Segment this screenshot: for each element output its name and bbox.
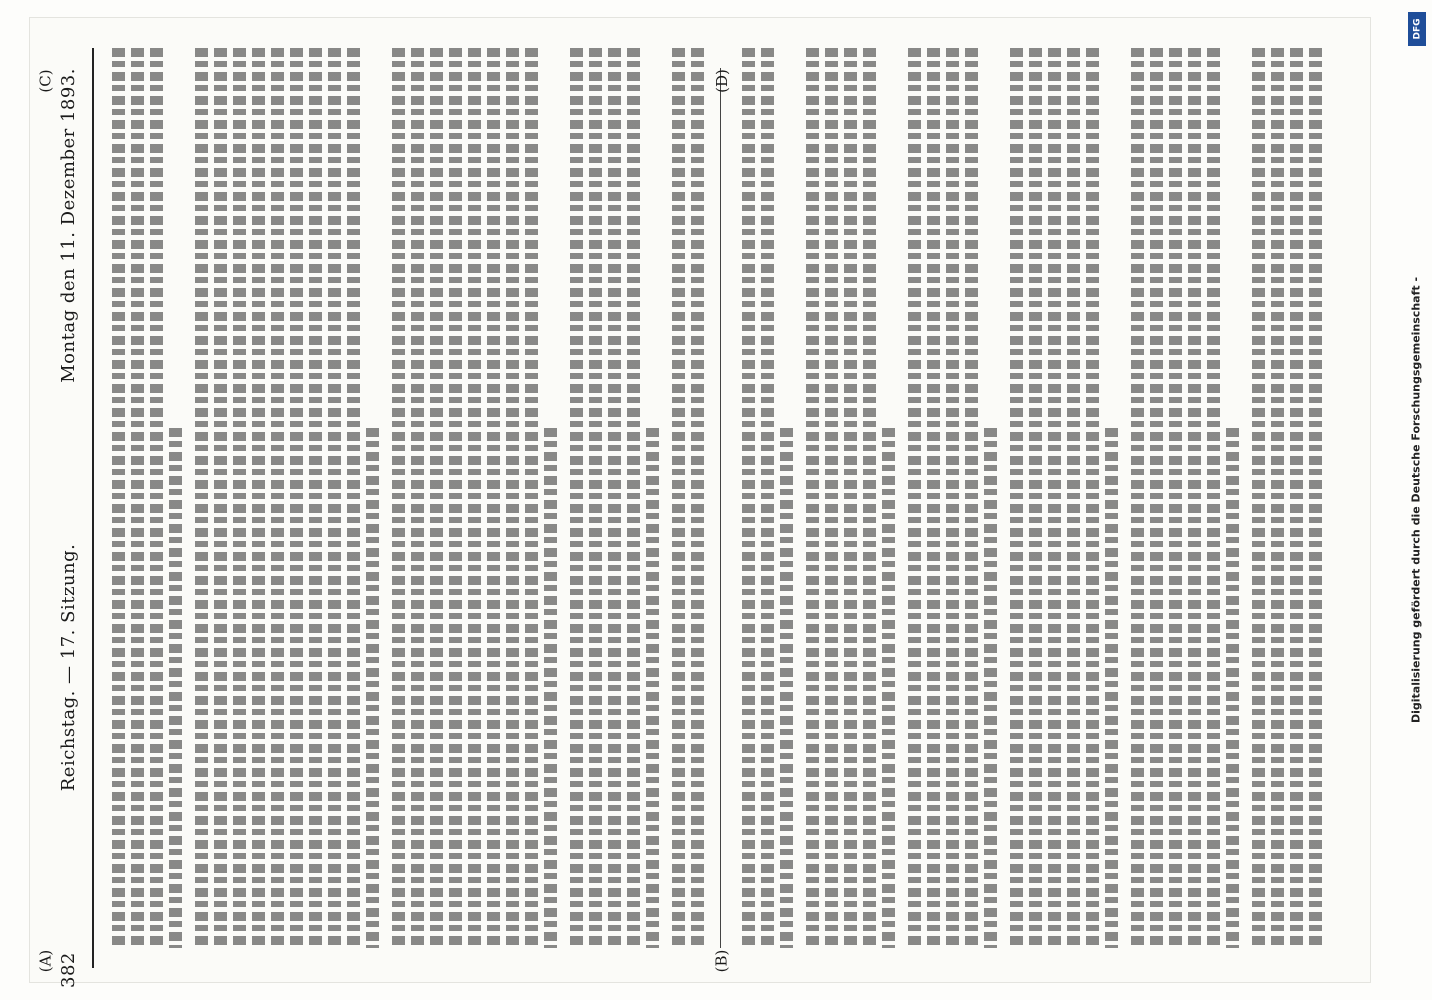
text-line-placeholder: [570, 48, 583, 948]
text-line-placeholder: [742, 48, 755, 948]
text-line-placeholder: [1048, 48, 1061, 948]
margin-marker-a: (A): [36, 949, 55, 973]
right-column: [736, 48, 1336, 968]
text-line-placeholder: [290, 48, 303, 948]
text-line-placeholder: [233, 48, 246, 948]
scanned-page: [30, 18, 1370, 988]
text-line-placeholder: [449, 48, 462, 948]
text-line-placeholder: [544, 428, 557, 948]
running-header: [50, 68, 86, 988]
text-line-placeholder: [627, 48, 640, 948]
text-line-placeholder: [468, 48, 481, 948]
text-line-placeholder: [608, 48, 621, 948]
text-line-placeholder: [908, 48, 921, 948]
text-line-placeholder: [1226, 428, 1239, 948]
text-line-placeholder: [1105, 428, 1118, 948]
text-line-placeholder: [1309, 48, 1322, 948]
text-line-placeholder: [965, 48, 978, 948]
header-left-title: Reichstag. — 17. Sitzung.: [57, 543, 79, 792]
text-line-placeholder: [844, 48, 857, 948]
header-right-title: Montag den 11. Dezember 1893.: [57, 68, 79, 383]
text-line-placeholder: [1067, 48, 1080, 948]
text-line-placeholder: [927, 48, 940, 948]
text-line-placeholder: [214, 48, 227, 948]
margin-marker-c: (C): [36, 69, 55, 93]
margin-marker-d: (D): [712, 69, 731, 93]
text-line-placeholder: [487, 48, 500, 948]
text-line-placeholder: [309, 48, 322, 948]
text-line-placeholder: [825, 48, 838, 948]
text-line-placeholder: [1086, 48, 1099, 948]
text-line-placeholder: [271, 48, 284, 948]
text-line-placeholder: [1207, 48, 1220, 948]
text-line-placeholder: [131, 48, 144, 948]
text-line-placeholder: [1271, 48, 1284, 948]
text-line-placeholder: [589, 48, 602, 948]
text-line-placeholder: [1010, 48, 1023, 948]
text-columns: [106, 48, 1346, 968]
text-line-placeholder: [411, 48, 424, 948]
digitization-credit: [1404, 10, 1428, 990]
text-line-placeholder: [1169, 48, 1182, 948]
text-line-placeholder: [252, 48, 265, 948]
text-line-placeholder: [780, 428, 793, 948]
text-line-placeholder: [347, 48, 360, 948]
text-line-placeholder: [946, 48, 959, 948]
text-line-placeholder: [806, 48, 819, 948]
text-line-placeholder: [195, 48, 208, 948]
column-divider: [720, 68, 721, 948]
text-line-placeholder: [1029, 48, 1042, 948]
text-line-placeholder: [525, 48, 538, 948]
text-line-placeholder: [882, 428, 895, 948]
margin-marker-b: (B): [712, 949, 731, 973]
text-line-placeholder: [112, 48, 125, 948]
text-line-placeholder: [1290, 48, 1303, 948]
text-line-placeholder: [392, 48, 405, 948]
text-line-placeholder: [150, 48, 163, 948]
text-line-placeholder: [863, 48, 876, 948]
dfg-logo-text: DFG: [1412, 18, 1423, 40]
header-rule: [92, 48, 94, 968]
text-line-placeholder: [506, 48, 519, 948]
text-line-placeholder: [430, 48, 443, 948]
text-line-placeholder: [1252, 48, 1265, 948]
credit-text: Digitalisierung gefördert durch die Deutsche Forschungsgemeinschaft -: [1409, 276, 1423, 724]
text-line-placeholder: [646, 428, 659, 948]
text-line-placeholder: [984, 428, 997, 948]
text-line-placeholder: [366, 428, 379, 948]
text-line-placeholder: [1188, 48, 1201, 948]
left-column: [106, 48, 706, 968]
text-line-placeholder: [1150, 48, 1163, 948]
dfg-logo: [1408, 12, 1426, 46]
page-number: 382: [57, 952, 79, 988]
text-line-placeholder: [1131, 48, 1144, 948]
text-line-placeholder: [691, 48, 704, 948]
text-line-placeholder: [672, 48, 685, 948]
text-line-placeholder: [761, 48, 774, 948]
text-line-placeholder: [328, 48, 341, 948]
text-line-placeholder: [169, 428, 182, 948]
